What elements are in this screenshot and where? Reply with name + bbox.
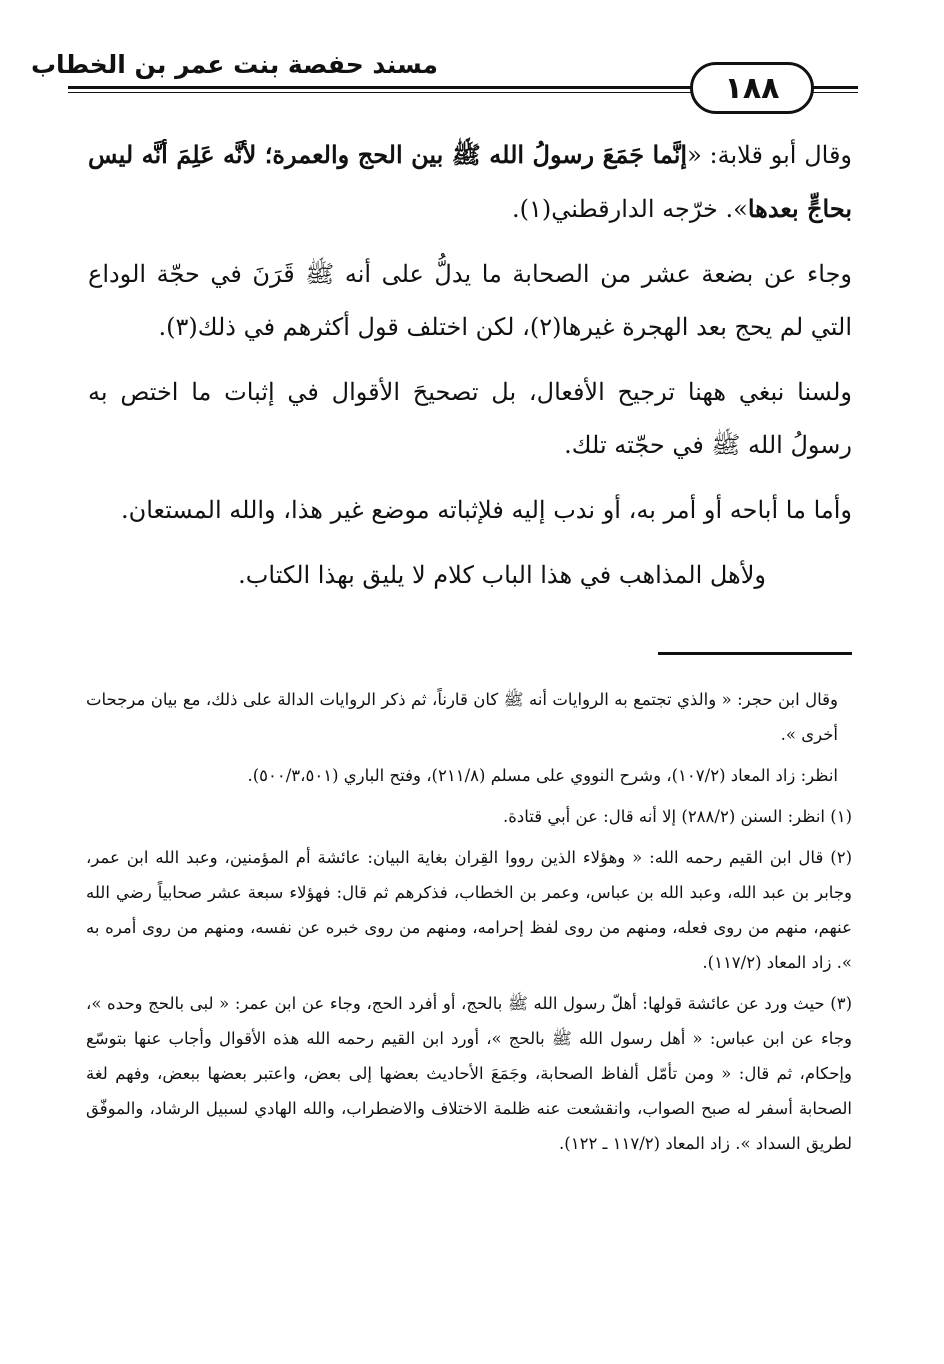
running-title: مسند حفصة بنت عمر بن الخطاب [30,50,438,79]
paragraph-preference: ولسنا نبغي ههنا ترجيح الأفعال، بل تصحيحَ الأقوال في إثبات ما اختص به رسولُ الله ﷺ في حجّته تلك. [88,378,852,459]
page-number-badge: ١٨٨ [690,62,814,114]
footnote-references: انظر: زاد المعاد (١٠٧/٢)، وشرح النووي على مسلم (٢١١/٨)، وفتح الباري (٥٠٠/٣،٥٠١). [247,766,838,785]
footnote-1: (١) انظر: السنن (٢٨٨/٢) إلا أنه قال: عن أبي قتادة. [502,807,852,826]
paragraph-companions: وجاء عن بضعة عشر من الصحابة ما يدلُّ على أنه ﷺ قَرَنَ في حجّة الوداع التي لم يحج بعد الهجرة غيرها(٢)، لكن اختلف قول أكثرهم في ذلك(٣). [88,260,852,341]
footnote-2-text: قال ابن القيم رحمه الله: « وهؤلاء الذين رووا القِران بغاية البيان: عائشة أم المؤمنين، وعبد الله ابن عمر، وجابر بن عبد الله، وعبد الله بن عباس، وعمر بن الخطاب، فذكرهم ثم قال: فهؤلاء سبعة عشر صحابياً رضي الله عنهم، منهم من روى فعله، ومنهم من روى لفظ إحرامه، ومنهم من روى خبره عن نفسه، ومنهم من روى أمره به ». زاد المعاد (١١٧/٢). [86,848,852,972]
footnote-3 [86,986,852,1161]
footnote-3-text: حيث ورد عن عائشة قولها: أهلّ رسول الله ﷺ بالحج، أو أفرد الحج، وجاء عن ابن عمر: « لبى بالحج وحده »، وجاء عن ابن عباس: « أهل رسول الله ﷺ بالحج »، أورد ابن القيم رحمه الله هذه الأقوال وأجاب عنها بتوسّع وإحكام، ثم قال: « ومن تأمّل ألفاظ الصحابة، وجَمَعَ الأحاديث بعضها إلى بعض، واعتبر بعضها ببعض، وفهم لغة الصحابة أسفر له صبح الصواب، وانقشعت عنه ظلمة الاختلاف والاضطراب، والله الهادي لسبيل الرشاد، والموفّق لطريق السداد ». زاد المعاد (١١٧/٢ ـ ١٢٢). [86,994,852,1153]
paragraph-permissions: وأما ما أباحه أو أمر به، أو ندب إليه فلإثباته موضع غير هذا، والله المستعان. [120,496,852,524]
footnote-3-label: (٣) [830,994,852,1013]
main-text [88,128,852,614]
footnotes [86,682,852,1167]
paragraph-schools: ولأهل المذاهب في هذا الباب كلام لا يليق بهذا الكتاب. [238,561,766,589]
paragraph-outro: ». خرّجه الدارقطني(١). [511,195,748,223]
hadith-quote: إنَّما جَمَعَ رسولُ الله ﷺ بين الحج والعمرة؛ لأنَّه عَلِمَ أنَّه ليس بحاجٍّ بعدها [88,140,852,223]
footnote-continuation: وقال ابن حجر: « والذي تجتمع به الروايات أنه ﷺ كان قارناً، ثم ذكر الروايات الدالة على ذلك، مع بيان مرجحات أخرى ». [86,690,838,744]
paragraph-intro: وقال أبو قلابة: « [687,141,853,169]
footnote-2-label: (٢) [830,848,852,867]
footnote-2 [86,840,852,980]
footnote-divider [658,652,852,655]
paragraph-abu-qilaba [88,128,852,236]
page-header [30,48,858,118]
